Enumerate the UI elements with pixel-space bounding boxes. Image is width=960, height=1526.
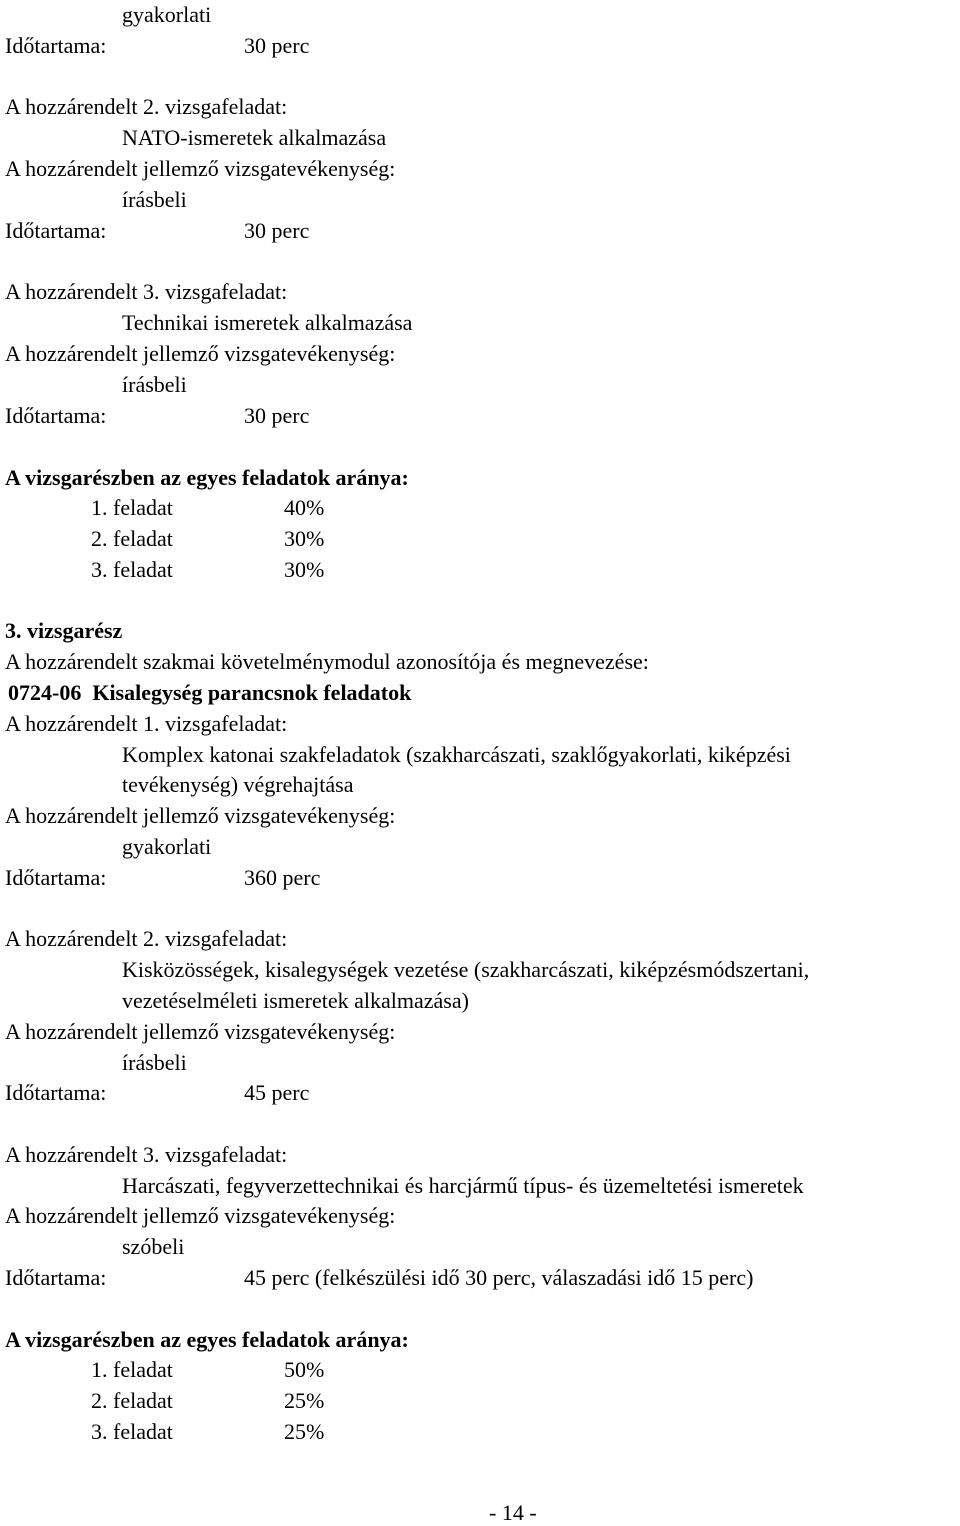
task-title: Technikai ismeretek alkalmazása	[122, 310, 413, 335]
task-title: Kisközösségek, kisalegységek vezetése (szakharcászati, kiképzésmódszertani,	[122, 957, 810, 982]
duration-value: 45 perc	[244, 1080, 310, 1105]
duration-value: 30 perc	[244, 33, 310, 58]
activity-type: írásbeli	[122, 372, 187, 397]
ratio-heading: A vizsgarészben az egyes feladatok aránya:	[5, 465, 409, 490]
section-heading: 3. vizsgarész	[5, 618, 123, 643]
task-heading: A hozzárendelt 3. vizsgafeladat:	[5, 279, 288, 304]
ratio-task-label: 2. feladat	[91, 526, 173, 551]
task-heading: A hozzárendelt 3. vizsgafeladat:	[5, 1142, 288, 1167]
activity-heading: A hozzárendelt jellemző vizsgatevékenység:	[5, 156, 396, 181]
task-title: Komplex katonai szakfeladatok (szakharcászati, szaklőgyakorlati, kiképzési	[122, 742, 791, 767]
activity-type: gyakorlati	[122, 834, 212, 859]
duration-label: Időtartama:	[5, 865, 107, 890]
activity-heading: A hozzárendelt jellemző vizsgatevékenység:	[5, 341, 396, 366]
duration-label: Időtartama:	[5, 33, 107, 58]
activity-heading: A hozzárendelt jellemző vizsgatevékenység:	[5, 803, 396, 828]
duration-value: 30 perc	[244, 218, 310, 243]
ratio-task-label: 1. feladat	[91, 495, 173, 520]
ratio-task-label: 3. feladat	[91, 1419, 173, 1444]
duration-value: 360 perc	[244, 865, 321, 890]
duration-label: Időtartama:	[5, 403, 107, 428]
duration-label: Időtartama:	[5, 1265, 107, 1290]
task-title-continued: vezetéselméleti ismeretek alkalmazása)	[122, 988, 469, 1013]
task-heading: A hozzárendelt 1. vizsgafeladat:	[5, 711, 288, 736]
duration-value: 30 perc	[244, 403, 310, 428]
ratio-heading: A vizsgarészben az egyes feladatok aránya:	[5, 1327, 409, 1352]
activity-heading: A hozzárendelt jellemző vizsgatevékenység:	[5, 1019, 396, 1044]
ratio-task-label: 1. feladat	[91, 1357, 173, 1382]
ratio-task-label: 3. feladat	[91, 557, 173, 582]
duration-label: Időtartama:	[5, 218, 107, 243]
ratio-task-label: 2. feladat	[91, 1388, 173, 1413]
activity-type: szóbeli	[122, 1234, 185, 1259]
activity-heading: A hozzárendelt jellemző vizsgatevékenység:	[5, 1203, 396, 1228]
task-title: Harcászati, fegyverzettechnikai és harcjármű típus- és üzemeltetési ismeretek	[122, 1173, 804, 1198]
ratio-task-value: 50%	[284, 1357, 325, 1382]
ratio-task-value: 30%	[284, 557, 325, 582]
activity-type: írásbeli	[122, 1050, 187, 1075]
duration-label: Időtartama:	[5, 1080, 107, 1105]
task-heading: A hozzárendelt 2. vizsgafeladat:	[5, 926, 288, 951]
ratio-task-value: 25%	[284, 1419, 325, 1444]
task-title: NATO-ismeretek alkalmazása	[122, 125, 387, 150]
task-title-continued: tevékenység) végrehajtása	[122, 772, 354, 797]
ratio-task-value: 30%	[284, 526, 325, 551]
ratio-task-value: 25%	[284, 1388, 325, 1413]
ratio-task-value: 40%	[284, 495, 325, 520]
module-heading: A hozzárendelt szakmai követelménymodul azonosítója és megnevezése:	[5, 649, 649, 674]
activity-type: írásbeli	[122, 187, 187, 212]
activity-type: gyakorlati	[122, 2, 212, 27]
module-title: 0724-06 Kisalegység parancsnok feladatok	[8, 680, 412, 705]
task-heading: A hozzárendelt 2. vizsgafeladat:	[5, 94, 288, 119]
duration-value: 45 perc (felkészülési idő 30 perc, válaszadási idő 15 perc)	[244, 1265, 754, 1290]
page-number: - 14 -	[489, 1500, 537, 1525]
